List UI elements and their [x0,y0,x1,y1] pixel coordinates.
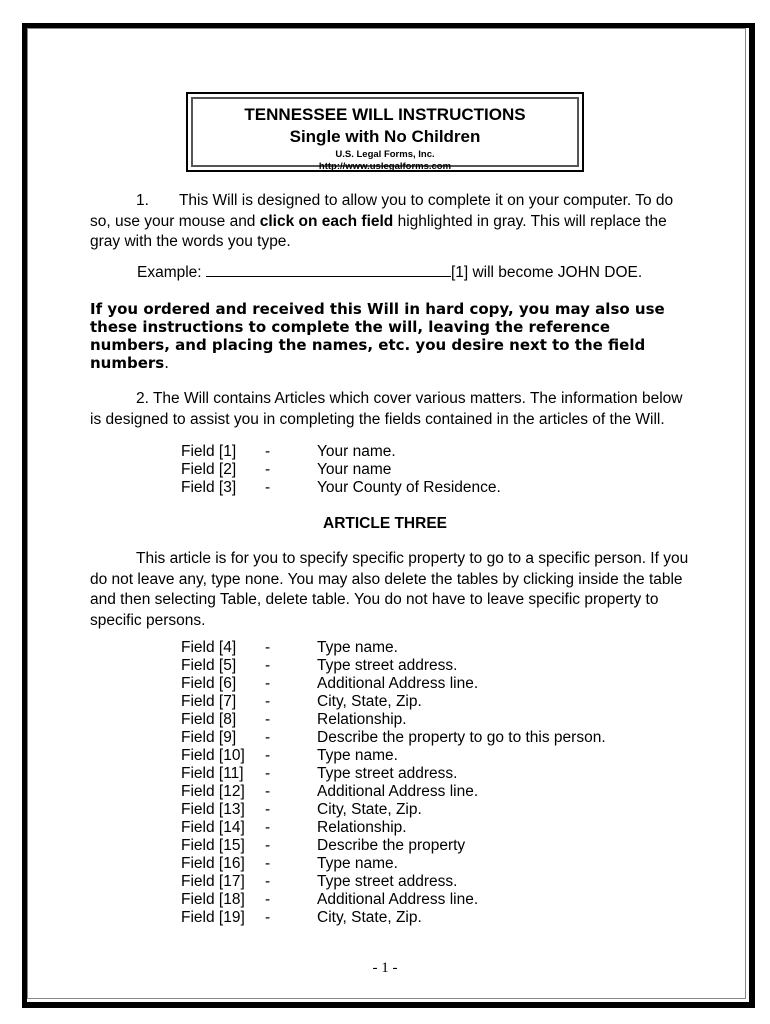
field-dash: - [265,819,271,836]
field-dash: - [265,747,271,764]
example-blank [206,262,451,277]
field-description: Type name. [317,747,398,764]
hardcopy-end: . [164,354,170,372]
article-three-text: This article is for you to specify specific property to go to a specific person. If you do not leave any, type none. You may also delete the tables by clicking inside the table and then selecting Table, delete table. You do not have to leave specific property to specific persons. [90,550,689,629]
field-label: Field [13] [181,801,245,818]
field-dash: - [265,639,271,656]
field-description: Type street address. [317,657,458,674]
field-description: City, State, Zip. [317,801,422,818]
field-label: Field [12] [181,783,245,800]
field-row [181,675,606,693]
field-row [181,461,501,479]
field-dash: - [265,729,271,746]
field-dash: - [265,443,271,460]
field-label: Field [3] [181,479,237,496]
field-row [181,639,606,657]
field-row [181,891,606,909]
field-description: Your name. [317,443,396,460]
hardcopy-note [90,300,690,372]
paragraph-1 [90,191,690,253]
field-label: Field [10] [181,747,245,764]
para-text: This Will is designed to allow you to complete it on your computer. To do so, use your mouse and [90,192,674,230]
field-row [181,729,606,747]
field-row [181,479,501,497]
paragraph-2: 2. The Will contains Articles which cover various matters. The information below is designed to assist you in completing the fields contained in the articles of the Will. [90,390,683,428]
field-dash: - [265,479,271,496]
field-description: Describe the property [317,837,466,854]
field-description: Additional Address line. [317,783,479,800]
field-description: Type name. [317,639,398,656]
field-label: Field [1] [181,443,237,460]
field-label: Field [14] [181,819,245,836]
field-dash: - [265,873,271,890]
field-dash: - [265,891,271,908]
page-number: - 1 - [372,960,398,976]
field-description: Relationship. [317,819,407,836]
field-label: Field [11] [181,765,244,782]
doc-subtitle: Single with No Children [289,127,481,146]
field-row [181,693,606,711]
article-three-heading: ARTICLE THREE [323,515,447,532]
field-list-1 [181,443,501,497]
field-row [181,819,606,837]
field-row [181,765,606,783]
field-label: Field [17] [181,873,245,890]
field-label: Field [16] [181,855,245,872]
field-dash: - [265,801,271,818]
hardcopy-text: If you ordered and received this Will in hard copy, you may also use these instructions to complete the will, leaving the reference numbers, and placing the names, etc. you desire next to the field numbers [90,300,665,372]
field-description: Your name [317,461,392,478]
field-description: Additional Address line. [317,891,479,908]
field-label: Field [4] [181,639,237,656]
company-name: U.S. Legal Forms, Inc. [335,149,435,160]
field-row [181,837,606,855]
field-label: Field [7] [181,693,237,710]
field-description: Relationship. [317,711,407,728]
field-description: Describe the property to go to this person. [317,729,606,746]
field-row [181,443,501,461]
field-row [181,747,606,765]
field-label: Field [15] [181,837,245,854]
field-row [181,855,606,873]
field-dash: - [265,693,271,710]
field-dash: - [265,461,271,478]
field-description: Type name. [317,855,398,872]
para-bold: click on each field [259,212,394,230]
field-description: Type street address. [317,873,458,890]
field-description: City, State, Zip. [317,909,422,926]
field-row [181,657,606,675]
field-dash: - [265,909,271,926]
field-dash: - [265,675,271,692]
field-description: Type street address. [317,765,458,782]
title-box [186,92,584,172]
doc-title: TENNESSEE WILL INSTRUCTIONS [244,105,526,124]
field-dash: - [265,855,271,872]
para-text: highlighted in gray. This will replace the gray with the words you type. [90,212,667,250]
field-row [181,873,606,891]
field-dash: - [265,765,271,782]
field-dash: - [265,783,271,800]
field-description: City, State, Zip. [317,693,422,710]
field-label: Field [8] [181,711,237,728]
field-description: Additional Address line. [317,675,479,692]
field-list-2 [181,639,606,927]
field-row [181,711,606,729]
field-row [181,801,606,819]
example-line [137,262,737,284]
field-dash: - [265,711,271,728]
field-label: Field [18] [181,891,245,908]
example-label: Example: [137,264,202,281]
field-label: Field [2] [181,461,237,478]
example-suffix: [1] will become JOHN DOE. [450,264,643,281]
field-dash: - [265,657,271,674]
field-label: Field [6] [181,675,237,692]
company-url: http://www.uslegalforms.com [318,161,452,172]
field-dash: - [265,837,271,854]
field-row [181,783,606,801]
field-row [181,909,606,927]
field-label: Field [9] [181,729,237,746]
field-label: Field [19] [181,909,245,926]
field-label: Field [5] [181,657,237,674]
para-number: 1. [136,192,149,209]
field-description: Your County of Residence. [317,479,501,496]
